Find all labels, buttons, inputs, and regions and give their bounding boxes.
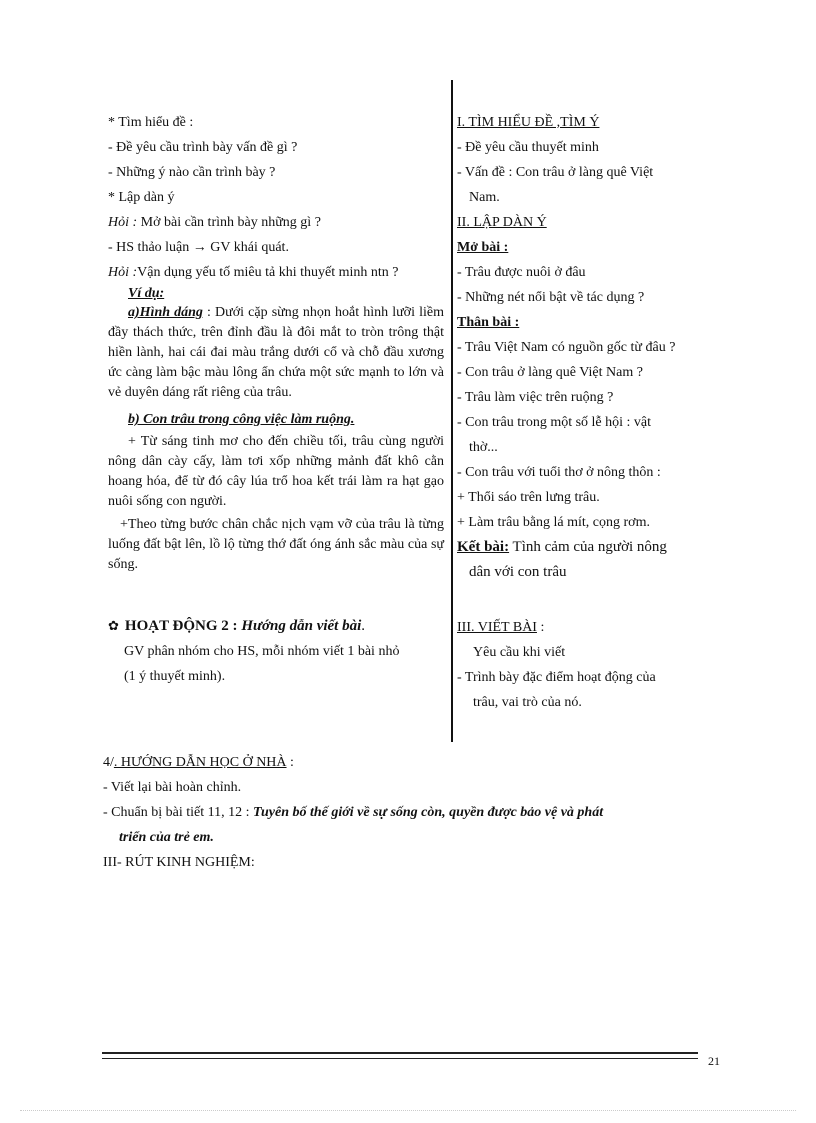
tim-hieu-de: * Tìm hiểu đề : xyxy=(108,115,194,130)
bottom-line-1: - Viết lại bài hoàn chỉnh. xyxy=(103,780,242,795)
paragraph-2: +Theo từng bước chân chắc nịch vạm vỡ của trâu là từng luống đất bật lên, lồ lộ từng thớ đất óng ánh sắc màu của sự sống. xyxy=(108,517,444,572)
con-trau-heading-text: b) Con trâu trong công việc làm ruộng. xyxy=(128,412,355,427)
right-line-5: - Trâu Việt Nam có nguồn gốc từ đâu ? xyxy=(457,340,676,355)
hoi-2 xyxy=(108,260,444,285)
than-bai: Thân bài : xyxy=(457,315,520,330)
right-line-11: + Làm trâu bằng lá mít, cọng rơm. xyxy=(457,515,650,530)
right-line-9: - Con trâu với tuổi thơ ở nông thôn : xyxy=(457,465,661,480)
heading-lap-dan-y: II. LẬP DÀN Ý xyxy=(457,215,547,230)
right-line-8b: thờ... xyxy=(469,440,498,455)
hoat-dong-heading xyxy=(108,613,444,639)
star-icon: ✿ xyxy=(108,618,119,633)
mo-bai: Mở bài : xyxy=(457,240,509,255)
hoat-dong-2 xyxy=(108,613,444,689)
right-line-7: - Trâu làm việc trên ruộng ? xyxy=(457,390,614,405)
vi-du xyxy=(108,285,444,303)
right-column xyxy=(457,110,719,715)
hoat-dong-title: Hướng dẫn viết bài xyxy=(237,618,362,634)
con-trau-heading xyxy=(108,407,444,432)
hs-thao-luan: - HS thảo luận → GV khái quát. xyxy=(108,240,289,255)
rut-kinh-nghiem: III- RÚT KINH NGHIỆM: xyxy=(103,855,255,870)
right-line-8: - Con trâu trong một số lễ hội : vật xyxy=(457,415,652,430)
right-line-6: - Con trâu ở làng quê Việt Nam ? xyxy=(457,365,643,380)
bottom-line-2-bold: Tuyên bố thế giới về sự sống còn, quyền được bảo vệ và phát xyxy=(252,805,604,820)
right-line-2: - Vấn đề : Con trâu ở làng quê Việt xyxy=(457,165,654,180)
hoi-1 xyxy=(108,210,444,235)
paragraph-1: + Từ sáng tinh mơ cho đến chiều tối, trâu cùng người nông dân cày cấy, làm tơi xốp những mảnh đất khô cằn hoang hóa, để từ đó cây lúa trổ hoa kết trái làm ra hạt gạo nuôi sống con người. xyxy=(108,434,444,509)
question-1: - Đề yêu cầu trình bày vấn đề gì ? xyxy=(108,140,298,155)
question-2: - Những ý nào cần trình bày ? xyxy=(108,165,276,180)
gv-phan-nhom: GV phân nhóm cho HS, mỗi nhóm viết 1 bài nhỏ xyxy=(124,644,400,659)
page-edge xyxy=(20,1110,796,1111)
hoi-1-label: Hỏi : xyxy=(108,215,138,230)
right-line-13: - Trình bày đặc điểm hoạt động của xyxy=(457,670,656,685)
right-line-2b: Nam. xyxy=(469,190,500,205)
left-column xyxy=(108,110,444,689)
y-thuyet-minh: (1 ý thuyết minh). xyxy=(124,669,226,684)
hinh-dang-label: a)Hình dáng xyxy=(128,305,203,320)
huong-dan-text: . HƯỚNG DẪN HỌC Ở NHÀ xyxy=(113,755,287,770)
lap-dan-y: * Lập dàn ý xyxy=(108,190,175,205)
hoi-1-text: Mở bài cần trình bày những gì ? xyxy=(137,215,321,230)
right-line-1: - Đề yêu cầu thuyết minh xyxy=(457,140,599,155)
right-line-13b: trâu, vai trò của nó. xyxy=(473,695,582,710)
ket-bai xyxy=(457,535,719,560)
heading-viet-bai-text: III. VIẾT BÀI xyxy=(457,620,537,635)
ket-bai-text-2: dân với con trâu xyxy=(469,564,567,580)
right-line-3: - Trâu được nuôi ở đâu xyxy=(457,265,586,280)
right-line-10: + Thổi sáo trên lưng trâu. xyxy=(457,490,600,505)
hoat-dong-dot: . xyxy=(361,618,366,634)
right-line-12: Yêu cầu khi viết xyxy=(473,645,566,660)
hinh-dang-text: : Dưới cặp sừng nhọn hoắt hình lưỡi liềm đầy thách thức, trên đỉnh đầu là đôi mắt to tròn trông thật hiền lành, hai cái đai màu trắng dưới cổ và chỗ đầu xương ức càng làm bậc màu lông ẩn chứa một sức mạnh to lớn và vẻ duyên dáng rất riêng của trâu. xyxy=(108,305,444,400)
hoi-2-label: Hỏi : xyxy=(108,265,138,280)
bottom-section xyxy=(103,750,723,875)
footer-rule xyxy=(102,1052,698,1059)
ket-bai-label: Kết bài: xyxy=(457,539,510,555)
viet-bai-section xyxy=(457,615,719,715)
page-number: 21 xyxy=(708,1054,720,1068)
bottom-line-2b: triển của trẻ em. xyxy=(119,830,214,845)
hoat-dong-label: HOẠT ĐỘNG 2 : xyxy=(124,618,238,634)
ket-bai-text: Tình cảm của người nông xyxy=(509,539,667,555)
huong-dan-heading xyxy=(103,750,723,775)
column-divider xyxy=(451,80,453,742)
huong-dan-tail: : xyxy=(286,755,294,770)
heading-viet-bai xyxy=(457,615,719,640)
right-line-4: - Những nét nổi bật về tác dụng ? xyxy=(457,290,645,305)
bottom-line-2-prefix: - Chuẩn bị bài tiết 11, 12 : xyxy=(103,805,253,820)
huong-dan-prefix: 4/ xyxy=(103,755,114,770)
heading-tim-hieu: I. TÌM HIỂU ĐỀ ,TÌM Ý xyxy=(457,115,600,130)
hoi-2-text: Vận dụng yếu tố miêu tả khi thuyết minh ntn ? xyxy=(137,265,399,280)
vi-du-label: Ví dụ: xyxy=(128,286,165,301)
bottom-line-2 xyxy=(103,800,723,825)
hinh-dang-paragraph xyxy=(108,303,444,403)
heading-viet-bai-tail: : xyxy=(536,620,545,635)
